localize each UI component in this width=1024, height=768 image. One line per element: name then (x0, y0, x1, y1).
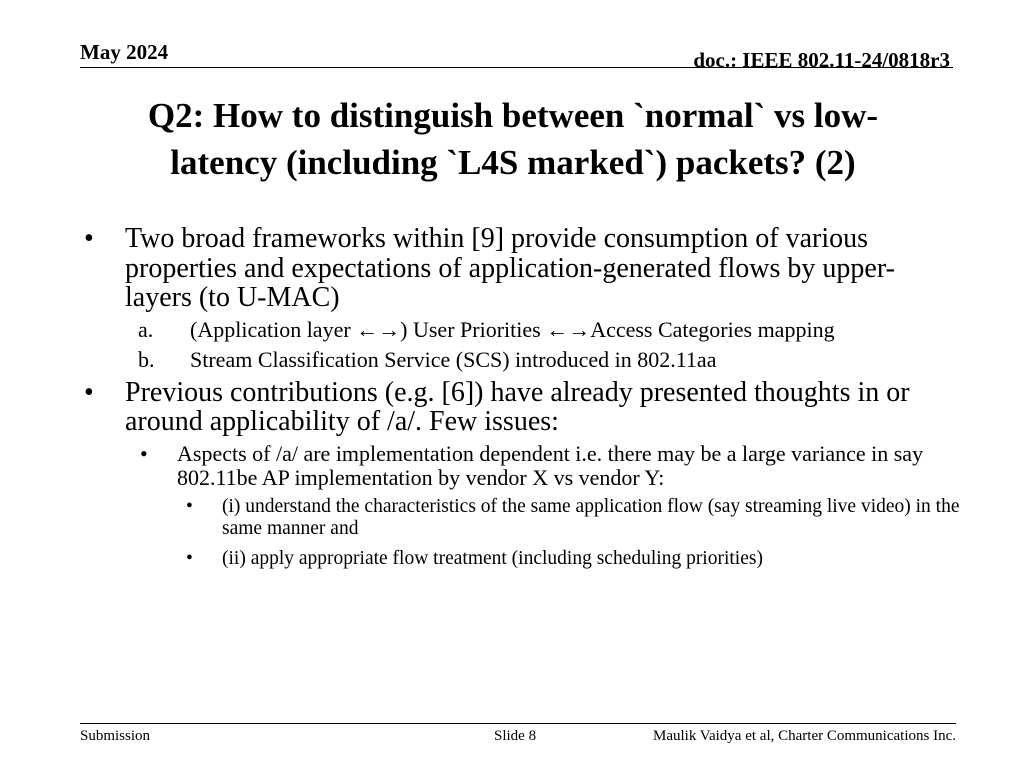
bullet-marker: • (84, 223, 94, 254)
slide-title (80, 92, 946, 186)
footer-slide-number: Slide 8 (494, 728, 537, 744)
sub-sub-bullet-text: (i) understand the characteristics of the same application flow (say streaming live video) in the same manner and (222, 495, 960, 539)
header-doc-id: doc.: IEEE 802.11-24/0818r3 (693, 48, 950, 72)
bullet-marker: • (84, 376, 94, 408)
slide-body (80, 224, 960, 578)
bullet-text: Previous contributions (e.g. [6]) have already presented thoughts in or around applicability of /a/. Few issues: (125, 376, 910, 437)
sub-bullet-implementation-dependent (80, 442, 960, 490)
sub-item-scs (80, 348, 960, 372)
bullet-previous-contributions (80, 378, 960, 437)
bullet-marker: • (186, 495, 193, 517)
sub-sub-bullet-understand (80, 496, 960, 540)
sub-item-text: (Application layer ←→) User Priorities ←→Access Categories mapping (190, 316, 835, 342)
footer-rule (80, 723, 956, 724)
sub-sub-bullet-apply (80, 548, 960, 570)
slide-title-line-1: Q2: How to distinguish between `normal` vs low- (147, 96, 879, 135)
bullet-marker: • (186, 547, 193, 569)
list-marker-b: b. (138, 346, 155, 372)
footer-submission: Submission (80, 728, 151, 744)
header-rule (80, 67, 953, 68)
header-date: May 2024 (80, 40, 169, 64)
bullet-text: Two broad frameworks within [9] provide consumption of various properties and expectations of application-generated flows by upper-layers (to U-MAC) (125, 223, 895, 313)
sub-sub-bullet-text: (ii) apply appropriate flow treatment (including scheduling priorities) (222, 547, 763, 569)
sub-item-text: Stream Classification Service (SCS) introduced in 802.11aa (190, 346, 717, 372)
sub-bullet-text: Aspects of /a/ are implementation dependent i.e. there may be a large variance in say 802.11be AP implementation by vendor X vs vendor Y: (177, 440, 924, 490)
footer-author: Maulik Vaidya et al, Charter Communications Inc. (653, 728, 956, 744)
list-marker-a: a. (138, 316, 154, 342)
bullet-marker: • (140, 440, 148, 466)
bullet-frameworks (80, 224, 960, 313)
sub-item-up-ac-mapping (80, 318, 960, 342)
slide-title-line-2: latency (including `L4S marked`) packets? (2) (170, 143, 856, 182)
